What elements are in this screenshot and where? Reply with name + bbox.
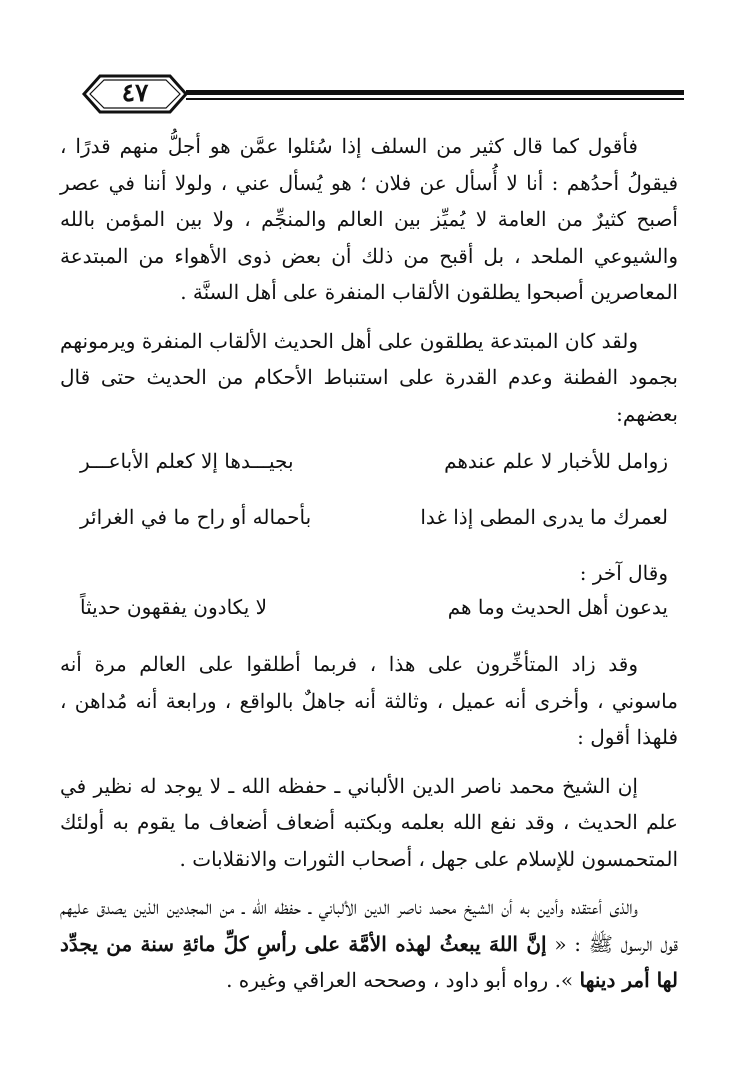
paragraph-5	[60, 889, 678, 999]
poem1-verse-1	[60, 444, 678, 478]
page-header	[80, 72, 685, 116]
paragraph-4: إن الشيخ محمد ناصر الدين الألباني ـ حفظه الله ـ لا يوجد له نظير في علم الحديث ، وقد نفع الله بعلمه وبكتبه أضعاف أضعاف ما يقوم به أولئك المتحمسون للإسلام على جهل ، أصحاب الثورات والانقلابات .	[60, 773, 678, 871]
poem2-intro: وقال آخر :	[579, 561, 668, 585]
header-rule-thick	[186, 90, 684, 95]
paragraph-2: ولقد كان المبتدعة يطلقون على أهل الحديث الألقاب المنفرة ويرمونهم بجمود الفطنة وعدم القدرة على استنباط الأحكام من الحديث حتى قال بعضهم:	[60, 328, 678, 426]
poem1-verse-2-second-hemistich: بأحماله أو راح ما في الغرائر	[80, 505, 312, 529]
page-number: ٤٧	[121, 78, 149, 107]
paragraph-5-source: ». رواه أبو داود ، وصححه العراقي وغيره .	[226, 968, 574, 992]
poem1-verse-1-second-hemistich: بجيـــدها إلا كعلم الأباعـــر	[80, 449, 294, 473]
paragraph-1: فأقول كما قال كثير من السلف إذا سُئلوا عمَّن هو أجلُّ منهم قدرًا ، فيقولُ أحدُهم : أنا لا أُسأل عن فلان ؛ هو يُسأل عني ، ولولا أننا في عصر أصبح كثيرٌ من العامة لا يُميِّز بين العالم والمنجِّم ، ولا بين المؤمن بالله والشيوعي الملحد ، بل أقبح من ذلك أن بعض ذوى الأهواء من المبتدعة المعاصرين أصبحوا يطلقون الألقاب المنفرة على أهل السنَّة .	[60, 134, 678, 304]
poem1-verse-1-first-hemistich: زوامل للأخبار لا علم عندهم	[444, 449, 668, 473]
page-body	[60, 128, 678, 1011]
header-rule-thin	[186, 98, 684, 100]
paragraph-3: وقد زاد المتأخِّرون على هذا ، فربما أطلقوا على العالم مرة أنه ماسوني ، وأخرى أنه عميل ، وثالثة أنه جاهلٌ بالواقع ، ورابعة أنه مُداهن ، فلهذا أقول :	[60, 652, 678, 749]
hadith-quote: إنَّ اللهَ يبعثُ لهذه الأمَّة على رأسِ كلِّ مائةِ سنة من يجدِّد لها أمر دينها	[60, 931, 678, 992]
poem1-verse-2-first-hemistich: لعمرك ما يدرى المطى إذا غدا	[420, 505, 668, 529]
poem2-verse-1-first-hemistich: يدعون أهل الحديث وما هم	[447, 595, 668, 619]
poem1-verse-2	[60, 500, 678, 534]
paragraph-5-intro: والذى أعتقده وأدين به أن الشيخ محمد ناصر الدين الألباني ـ حفظه الله ـ من المجددين الذين يصدق عليهم قول الرسول ﷺ : «	[60, 895, 679, 956]
poem2-verse-1-second-hemistich: لا يكادون يفقهون حديثاً	[80, 595, 268, 619]
poem2-verse-1	[60, 590, 678, 624]
